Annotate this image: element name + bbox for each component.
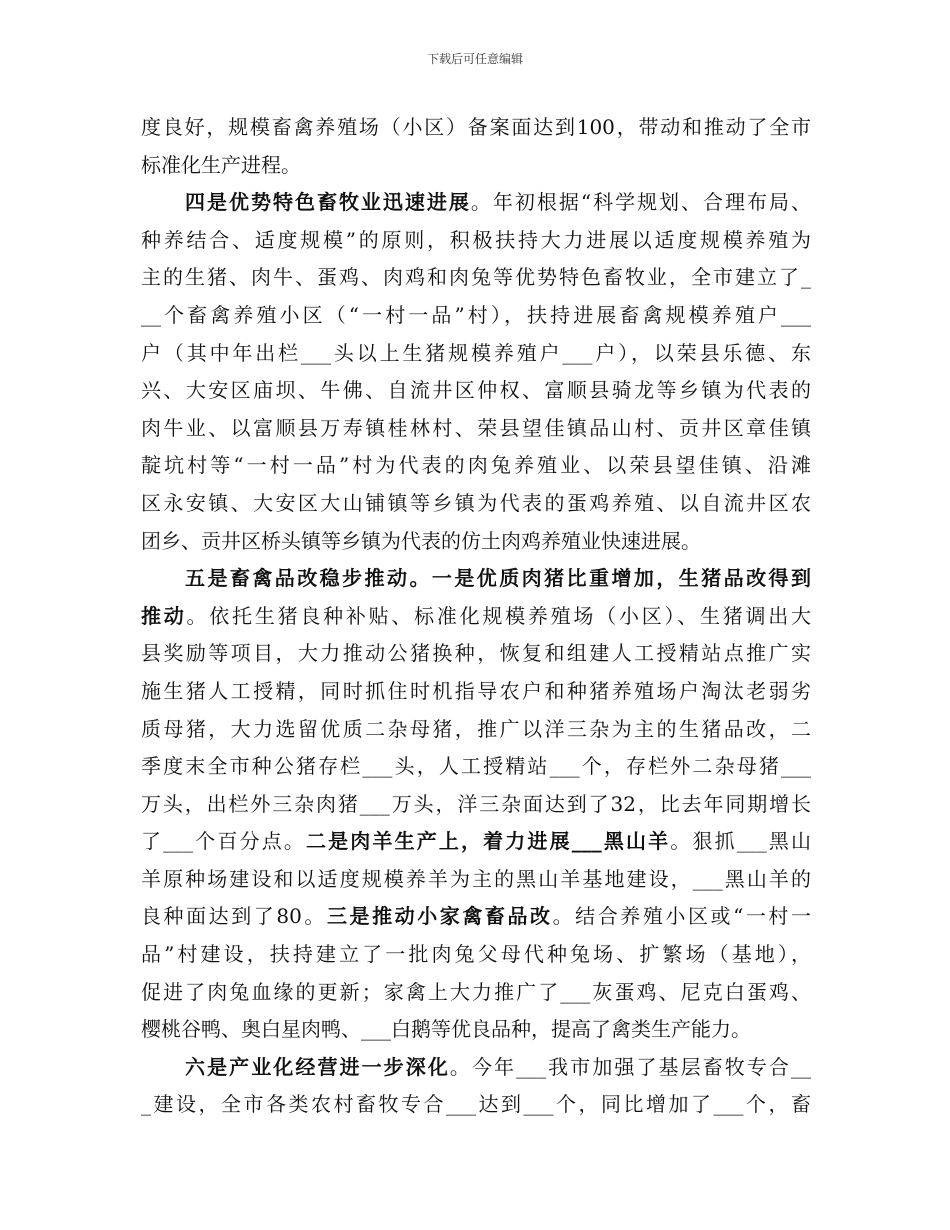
text-line [141,410,811,448]
text-segment: 季度末全市种公猪存栏___头，人工授精站___个，存栏外二杂母猪___ [141,754,811,779]
text-line [141,748,811,786]
text-line [141,786,811,824]
text-segment: 种养结合、适度规模”的原则，积极扶持大力进展以适度规模养殖为 [141,227,811,252]
text-line [141,147,811,185]
text-segment: 了___个百分点。 [141,829,306,854]
text-segment: 樱桃谷鸭、奥白星肉鸭、___白鹅等优良品种，提高了禽类生产能力。 [141,1017,751,1042]
text-line [141,1086,811,1124]
text-segment: 品”村建设，扶持建立了一批肉兔父母代种兔场、扩繁场（基地）， [141,942,811,967]
bold-heading-text: 二是肉羊生产上，着力进展___黑山羊 [306,829,671,854]
text-line [141,259,811,297]
document-body [141,109,811,1124]
text-line [141,109,811,147]
text-segment: 。结合养殖小区或“一村一 [552,904,811,929]
text-segment: 度良好，规模畜禽养殖场（小区）备案面达到100，带动和推动了全市 [141,115,811,139]
bold-heading-text: 四是优势特色畜牧业迅速进展 [185,190,471,215]
text-line [141,560,811,598]
text-line [141,898,811,936]
text-segment: __个畜禽养殖小区（“一村一品”村），扶持进展畜禽规模养殖户___ [141,302,811,327]
text-line [141,711,811,749]
bold-heading-text: 三是推动小家禽畜品改 [326,904,553,929]
text-segment: 肉牛业、以富顺县万寿镇桂林村、荣县望佳镇品山村、贡井区章佳镇 [141,415,811,440]
text-segment: 万头，出栏外三杂肉猪___万头，洋三杂面达到了32，比去年同期增长 [141,791,811,816]
text-segment: 主的生猪、肉牛、蛋鸡、肉鸡和肉兔等优势特色畜牧业，全市建立了_ [141,265,811,290]
text-segment: 施生猪人工授精，同时抓住时机指导农户和种猪养殖场户淘汰老弱劣 [141,678,811,703]
text-line [141,523,811,561]
text-line [141,598,811,636]
text-line [141,372,811,410]
text-line [141,447,811,485]
text-line [141,1011,811,1049]
text-segment: 。依托生猪良种补贴、标准化规模养殖场（小区）、生猪调出大 [186,603,811,628]
text-segment: 。狠抓___黑山 [670,829,811,854]
text-segment: 促进了肉兔血缘的更新；家禽上大力推广了___灰蛋鸡、尼克白蛋鸡、 [141,979,811,1004]
text-line [141,673,811,711]
text-line [141,635,811,673]
text-line [141,936,811,974]
text-line [141,1049,811,1087]
bold-heading-text: 六是产业化经营进一步深化 [185,1054,450,1079]
text-segment: 区永安镇、大安区大山铺镇等乡镇为代表的蛋鸡养殖、以自流井区农 [141,490,811,515]
text-line [141,485,811,523]
text-line [141,184,811,222]
bold-heading-text: 推动 [141,603,187,628]
page-header: 下载后可任意编辑 [426,52,523,66]
text-segment: 兴、大安区庙坝、牛佛、自流井区仲权、富顺县骑龙等乡镇为代表的 [141,378,811,403]
text-segment: 团乡、贡井区桥头镇等乡镇为代表的仿土肉鸡养殖业快速进展。 [141,528,701,553]
text-segment: 。年初根据“科学规划、合理布局、 [470,190,811,215]
text-line [141,297,811,335]
text-line [141,335,811,373]
text-segment: 。今年___我市加强了基层畜牧专合__ [449,1054,811,1079]
text-segment: 良种面达到了80。 [141,904,327,929]
text-segment: 羊原种场建设和以适度规模养羊为主的黑山羊基地建设，___黑山羊的 [141,866,811,891]
text-line [141,974,811,1012]
bold-heading-text: 五是畜禽品改稳步推动。一是优质肉猪比重增加，生猪品改得到 [185,566,811,591]
text-line [141,861,811,899]
text-segment: 标准化生产进程。 [141,152,301,177]
text-segment: 户（其中年出栏___头以上生猪规模养殖户___户），以荣县乐德、东 [141,340,811,365]
text-line [141,823,811,861]
text-segment: _建设，全市各类农村畜牧专合___达到___个，同比增加了___个，畜 [141,1092,811,1117]
text-line [141,222,811,260]
text-segment: 县奖励等项目，大力推动公猪换种，恢复和组建人工授精站点推广实 [141,641,811,666]
text-segment: 靛坑村等“一村一品”村为代表的肉兔养殖业、以荣县望佳镇、沿滩 [141,453,811,478]
text-segment: 质母猪，大力选留优质二杂母猪，推广以洋三杂为主的生猪品改，二 [141,716,811,741]
